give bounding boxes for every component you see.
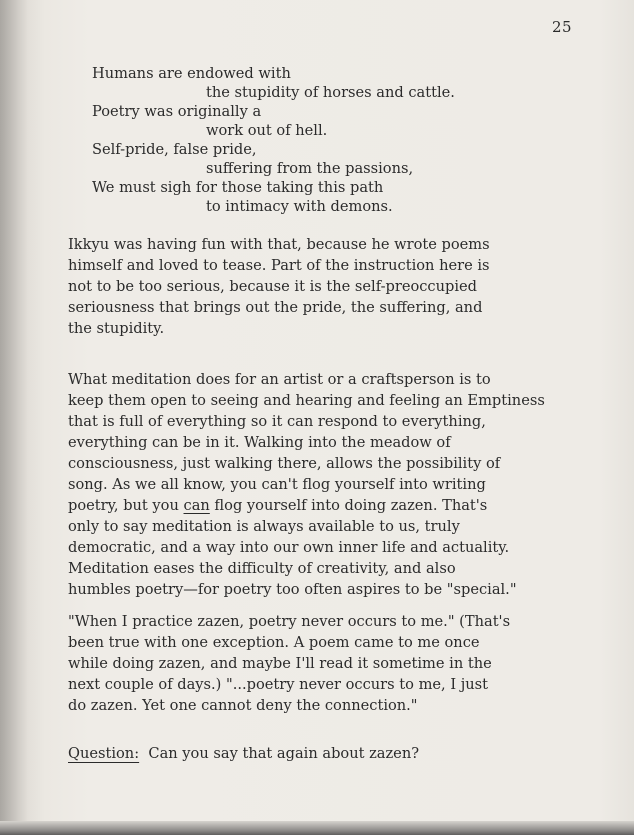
text-line: keep them open to seeing and hearing and feeling an Emptiness <box>68 392 545 409</box>
text-line: "When I practice zazen, poetry never occurs to me." (That's <box>68 613 511 630</box>
text-segment: flog yourself into doing zazen. That's <box>209 497 488 514</box>
text-line: Meditation eases the difficulty of creativity, and also <box>68 560 456 577</box>
poem-line: the stupidity of horses and cattle. <box>206 84 455 101</box>
poem-line: Humans are endowed with <box>92 65 291 82</box>
text-line: the stupidity. <box>68 320 165 337</box>
text-line: only to say meditation is always available to us, truly <box>68 518 460 535</box>
question-label: Question: <box>68 745 140 762</box>
poem-line: work out of hell. <box>206 122 328 139</box>
poem-line: We must sigh for those taking this path <box>92 179 384 196</box>
poem-line: Poetry was originally a <box>92 103 262 120</box>
text-line: everything can be in it. Walking into the meadow of <box>68 434 451 451</box>
text-line: consciousness, just walking there, allows the possibility of <box>68 455 501 472</box>
text-line: humbles poetry—for poetry too often aspires to be "special." <box>68 581 517 598</box>
emphasized-word: can <box>183 497 210 514</box>
text-line: himself and loved to tease. Part of the instruction here is <box>68 257 490 274</box>
text-line: song. As we all know, you can't flog yourself into writing <box>68 476 486 493</box>
text-line: not to be too serious, because it is the self-preoccupied <box>68 278 477 295</box>
poem-line: to intimacy with demons. <box>206 198 393 215</box>
text-line: do zazen. Yet one cannot deny the connection." <box>68 697 418 714</box>
poem-line: suffering from the passions, <box>206 160 414 177</box>
text-line: What meditation does for an artist or a craftsperson is to <box>68 371 491 388</box>
text-line: next couple of days.) "...poetry never occurs to me, I just <box>68 676 488 693</box>
poem-line: Self-pride, false pride, <box>92 141 257 158</box>
text-segment: poetry, but you <box>68 497 184 514</box>
page-number: 25 <box>552 18 573 36</box>
text-line: democratic, and a way into our own inner life and actuality. <box>68 539 510 556</box>
question-text: Can you say that again about zazen? <box>148 745 420 762</box>
text-line: while doing zazen, and maybe I'll read it sometime in the <box>68 655 492 672</box>
text-line <box>68 495 487 516</box>
text-line: that is full of everything so it can respond to everything, <box>68 413 486 430</box>
text-line: Ikkyu was having fun with that, because he wrote poems <box>68 236 490 253</box>
question-line <box>68 745 419 762</box>
text-line: seriousness that brings out the pride, the suffering, and <box>68 299 483 316</box>
text-line: been true with one exception. A poem came to me once <box>68 634 480 651</box>
page-bottom-edge <box>0 821 634 835</box>
spine-shadow <box>0 0 28 835</box>
